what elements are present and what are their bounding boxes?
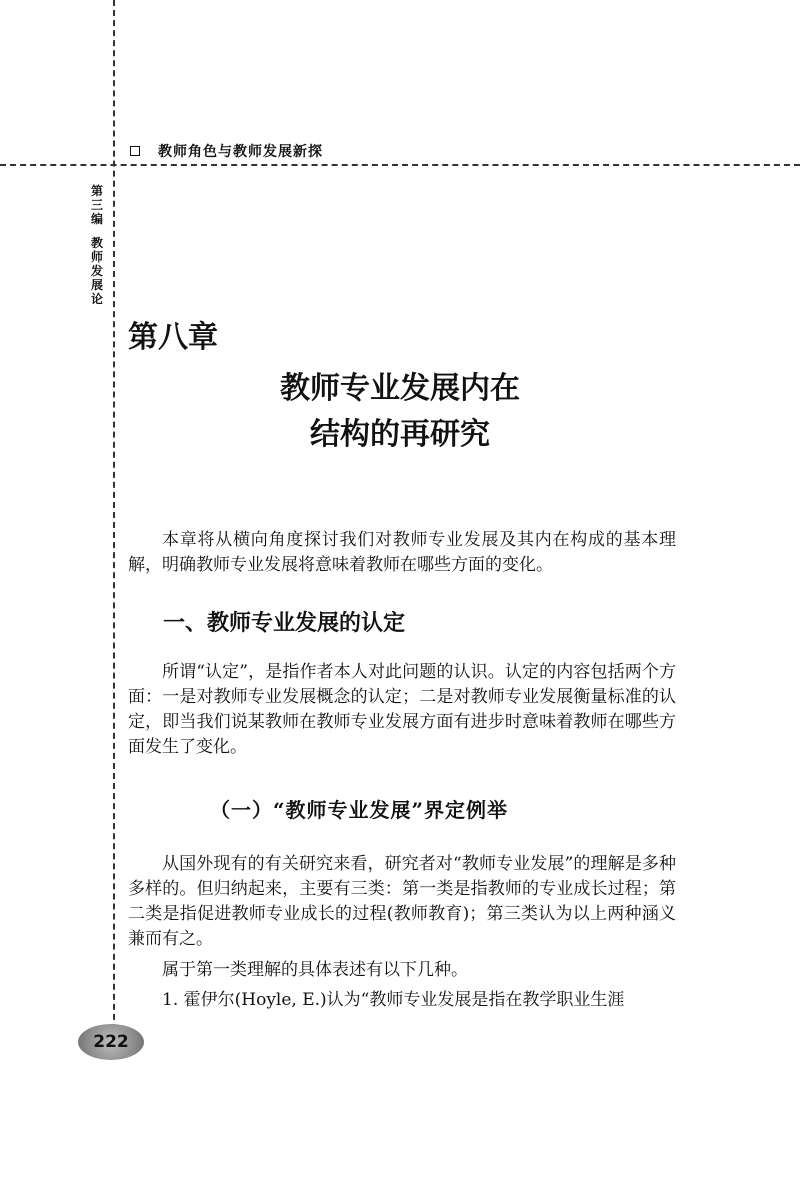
subsection-paragraph-2: 属于第一类理解的具体表述有以下几种。 <box>162 960 468 980</box>
page-number: 222 <box>78 1024 144 1060</box>
chapter-title-line2: 结构的再研究 <box>310 417 490 452</box>
chapter-title <box>200 366 600 458</box>
section-paragraph: 所谓“认定”，是指作者本人对此问题的认识。认定的内容包括两个方面：一是对教师专业发展概念的认定；二是对教师专业发展衡量标准的认定，即当我们说某教师在教师专业发展方面有进步时意味着教师在哪些方面发生了变化。 <box>128 662 676 757</box>
side-label-name: 教师发展论 <box>90 236 103 306</box>
header-dashed-line <box>0 164 800 166</box>
running-head <box>130 141 323 161</box>
section-heading: 一、教师专业发展的认定 <box>163 611 406 636</box>
side-label-part: 第三编 <box>90 184 103 226</box>
subsection-paragraph-1: 从国外现有的有关研究来看，研究者对“教师专业发展”的理解是多种多样的。但归纳起来，主要有三类：第一类是指教师的专业成长过程；第二类是指促进教师专业成长的过程(教师教育)；第三类认为以上两种涵义兼而有之。 <box>128 854 676 949</box>
intro-paragraph: 本章将从横向角度探讨我们对教师专业发展及其内在构成的基本理解，明确教师专业发展将意味着教师在哪些方面的变化。 <box>128 530 676 575</box>
square-icon <box>130 146 140 156</box>
chapter-title-line1: 教师专业发展内在 <box>280 371 520 406</box>
side-label <box>89 184 105 306</box>
subsection-paragraph-3: 1. 霍伊尔(Hoyle, E.)认为“教师专业发展是指在教学职业生涯 <box>162 990 625 1010</box>
binding-dashed-line-vertical <box>113 0 115 1040</box>
running-head-title: 教师角色与教师发展新探 <box>158 144 323 160</box>
subsection-heading: （一）“教师专业发展”界定例举 <box>210 798 509 822</box>
chapter-label: 第八章 <box>128 320 218 355</box>
